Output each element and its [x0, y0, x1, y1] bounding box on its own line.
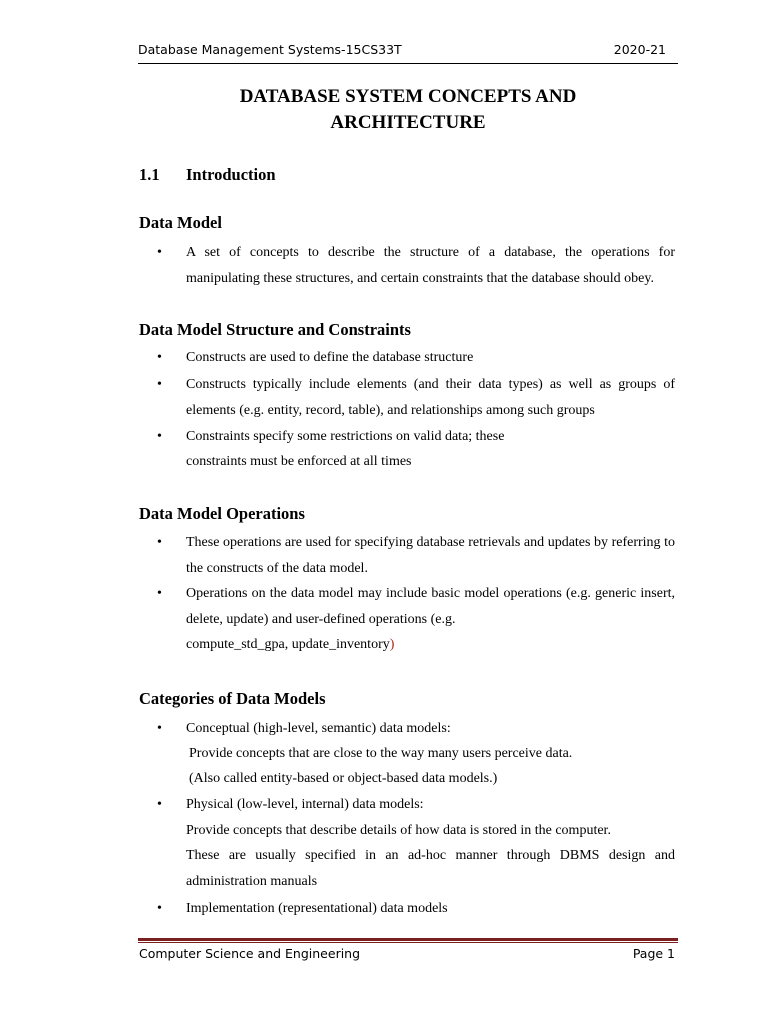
- list-item-detail: (Also called entity-based or object-based data models.): [189, 771, 498, 786]
- list-item: Conceptual (high-level, semantic) data models:: [186, 721, 451, 736]
- list-item: These operations are used for specifying database retrievals and updates by referring to the constructs of the data model.: [186, 535, 675, 576]
- list-item: A set of concepts to describe the structure of a database, the operations for manipulating these structures, and certain constraints that the database should obey.: [186, 245, 675, 286]
- heading-structure-constraints: Data Model Structure and Constraints: [139, 320, 411, 339]
- list-item: Physical (low-level, internal) data models:: [186, 797, 424, 812]
- section-number: 1.1: [139, 165, 160, 184]
- list-item: Constructs are used to define the database structure: [186, 350, 474, 365]
- list-item: Constructs typically include elements (and their data types) as well as groups of elements (e.g. entity, record, table), and relationships among such groups: [186, 377, 675, 418]
- footer-rule-thin: [138, 942, 678, 943]
- header-course: Database Management Systems-15CS33T: [138, 42, 402, 57]
- heading-data-model: Data Model: [139, 213, 222, 232]
- list-item: Implementation (representational) data models: [186, 901, 448, 916]
- list-item-detail: Provide concepts that describe details of how data is stored in the computer.: [186, 823, 611, 838]
- bullet-marker: •: [157, 350, 162, 365]
- footer-rule-thick: [138, 938, 678, 941]
- bullet-marker: •: [157, 535, 162, 550]
- operation-names: compute_std_gpa, update_inventory: [186, 637, 390, 652]
- page-title: [138, 84, 678, 136]
- header-year: 2020-21: [613, 42, 666, 57]
- bullet-marker: •: [157, 901, 162, 916]
- header-rule: [138, 63, 678, 64]
- list-item: Operations on the data model may include basic model operations (e.g. generic insert, delete, update) and user-defined operations (e.g.: [186, 586, 675, 627]
- list-item-continuation: [186, 632, 394, 658]
- bullet-marker: •: [157, 429, 162, 444]
- page-number: Page 1: [632, 946, 675, 961]
- running-header: [138, 42, 666, 57]
- bullet-marker: •: [157, 797, 162, 812]
- title-line-1: DATABASE SYSTEM CONCEPTS AND: [239, 86, 577, 107]
- bullet-marker: •: [157, 377, 162, 392]
- heading-categories: Categories of Data Models: [139, 689, 326, 708]
- list-item-detail: These are usually specified in an ad-hoc manner through DBMS design and administration manuals: [186, 848, 675, 889]
- footer-department: Computer Science and Engineering: [139, 946, 361, 961]
- bullet-marker: •: [157, 721, 162, 736]
- list-item: Constraints specify some restrictions on valid data; these: [186, 429, 505, 444]
- title-line-2: ARCHITECTURE: [330, 112, 486, 133]
- list-item-continuation: constraints must be enforced at all times: [186, 454, 412, 469]
- bullet-marker: •: [157, 586, 162, 601]
- closing-paren: ): [389, 637, 395, 652]
- section-title: Introduction: [186, 165, 276, 184]
- list-item-detail: Provide concepts that are close to the way many users perceive data.: [189, 746, 573, 761]
- running-footer: [139, 946, 675, 961]
- heading-operations: Data Model Operations: [139, 504, 305, 523]
- bullet-marker: •: [157, 245, 162, 260]
